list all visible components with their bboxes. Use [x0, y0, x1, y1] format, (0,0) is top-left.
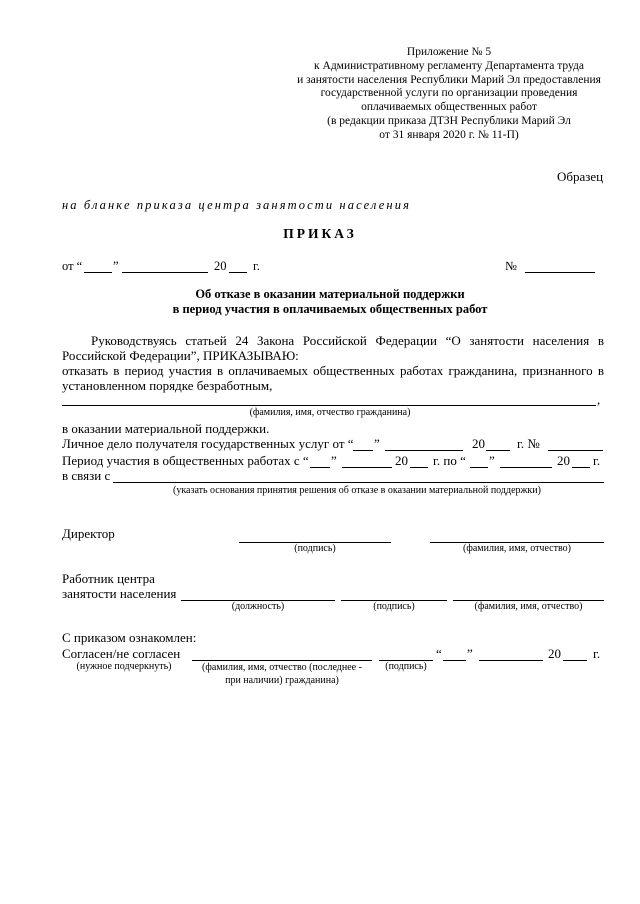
period-quote-close: ” [331, 453, 337, 468]
paragraph-1-line-2: Российской Федерации”, ПРИКАЗЫВАЮ: [62, 348, 299, 363]
citizen-fio-caption [185, 661, 379, 687]
case-month-blank [385, 450, 463, 451]
appendix-line: от 31 января 2020 г. № 11-П) [379, 128, 519, 141]
reason-caption: (указать основания принятия решения об отказе в оказании материальной поддержки) [173, 485, 541, 496]
document-title: ПРИКАЗ [283, 226, 357, 241]
underline-caption: (нужное подчеркнуть) [76, 661, 172, 672]
case-year-blank [486, 450, 510, 451]
employee-position-caption: (должность) [231, 601, 285, 612]
director-label: Директор [62, 526, 115, 541]
case-year-suffix: г. № [517, 436, 540, 451]
reason-blank [113, 482, 604, 483]
reason-label: в связи с [62, 468, 111, 483]
citizen-signature-caption: (подпись) [385, 661, 427, 672]
period-to-year-blank [572, 467, 590, 468]
employee-label-line-2: занятости населения [62, 586, 177, 601]
heading-line: в период участия в оплачиваемых общественных работ [172, 301, 488, 316]
period-label: Период участия в общественных работах с “ [62, 453, 309, 468]
employee-label-line-1: Работник центра [62, 571, 155, 586]
appendix-line: оплачиваемых общественных работ [361, 101, 537, 114]
paragraph-2-line-2: установленном порядке безработным, [62, 378, 273, 393]
period-from-month-blank [342, 467, 392, 468]
period-from-year-blank [410, 467, 428, 468]
paragraph-1-line-1: Руководствуясь статьей 24 Закона Российской Федерации “О занятости населения в [91, 333, 604, 348]
citizen-fio-caption-line-1: (фамилия, имя, отчество (последнее - [202, 662, 362, 673]
ack-day-blank [443, 660, 466, 661]
month-blank [122, 272, 208, 273]
employee-name-caption: (фамилия, имя, отчество) [474, 601, 583, 612]
date-from-label: от “ [62, 259, 83, 273]
ack-year-suffix: г. [593, 646, 601, 661]
director-name-caption: (фамилия, имя, отчество) [463, 543, 571, 554]
paragraph-2-line-1: отказать в период участия в оплачиваемых общественных работах гражданина, признанного в [62, 363, 604, 378]
number-label: № [505, 259, 517, 273]
case-year-prefix: 20 [472, 436, 485, 451]
ack-month-blank [479, 660, 543, 661]
appendix-line: и занятости населения Республики Марий Эл предоставления [297, 73, 601, 86]
ack-year-prefix: 20 [548, 646, 561, 661]
quote-close: ” [113, 259, 119, 273]
appendix-line: к Административному регламенту Департамента труда [314, 59, 584, 72]
appendix-line: Приложение № 5 [406, 46, 492, 58]
period-quote-close-2: ” [489, 453, 495, 468]
acquainted-label: С приказом ознакомлен: [62, 630, 197, 645]
blank-note: на бланке приказа центра занятости населения [62, 198, 411, 212]
agree-label: Согласен/не согласен [62, 646, 181, 661]
period-from-day-blank [310, 467, 330, 468]
ack-quote-open: “ [436, 646, 442, 661]
appendix-line: государственной услуги по организации проведения [320, 87, 578, 100]
year-blank [229, 272, 247, 273]
appendix-block [255, 46, 640, 143]
ack-quote-close: ” [467, 646, 473, 661]
period-year-prefix-2: 20 [557, 453, 570, 468]
sample-label: Образец [557, 169, 604, 184]
case-quote-close: ” [374, 436, 380, 451]
employee-signature-caption: (подпись) [373, 601, 415, 612]
period-to-label: г. по “ [433, 453, 466, 468]
citizen-name-caption: (фамилия, имя, отчество гражданина) [249, 407, 411, 418]
citizen-name-blank [62, 405, 596, 406]
period-to-day-blank [470, 467, 488, 468]
support-line: в оказании материальной поддержки. [62, 421, 270, 436]
year-prefix: 20 [214, 259, 227, 273]
ack-year-blank [563, 660, 587, 661]
number-blank [525, 272, 595, 273]
heading-line: Об отказе в оказании материальной поддержки [195, 287, 465, 301]
year-suffix: г. [253, 259, 260, 273]
period-to-month-blank [500, 467, 552, 468]
case-day-blank [353, 450, 373, 451]
appendix-line: (в редакции приказа ДТЗН Республики Марий Эл [327, 114, 571, 127]
period-year-suffix: г. [593, 453, 601, 468]
case-file-label: Личное дело получателя государственных услуг от “ [62, 436, 354, 451]
case-number-blank [548, 450, 603, 451]
citizen-fio-caption-line-2: при наличии) гражданина) [225, 675, 339, 686]
director-signature-caption: (подпись) [294, 543, 336, 554]
period-year-prefix: 20 [395, 453, 408, 468]
day-blank [84, 272, 112, 273]
comma: , [597, 392, 601, 407]
order-heading [0, 287, 640, 316]
